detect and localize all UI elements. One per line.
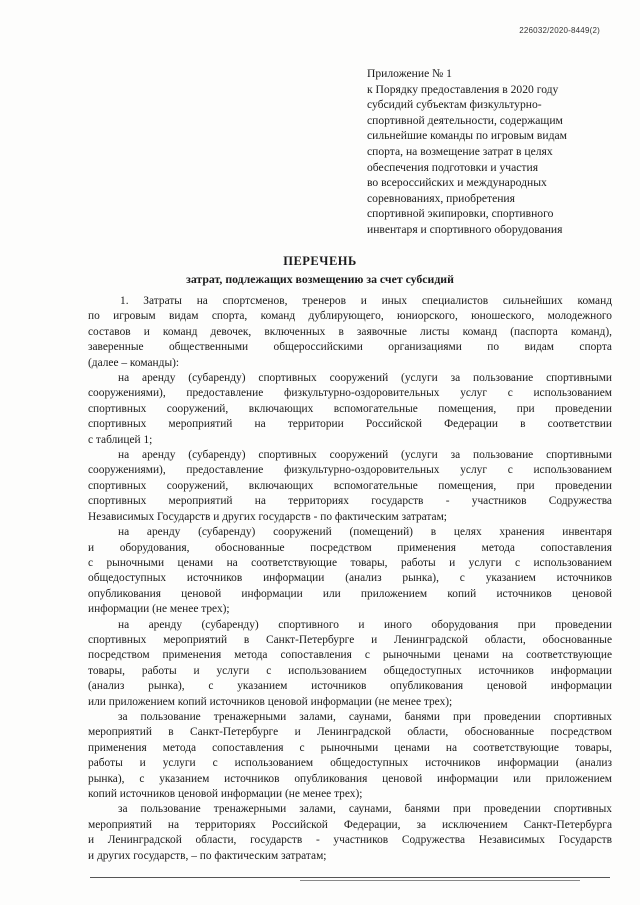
- text-line: Независимых Государств и других государств - по фактическим затратам;: [88, 510, 447, 523]
- text-line: информации (не менее трех);: [88, 603, 230, 616]
- document-subtitle: затрат, подлежащих возмещению за счет субсидий: [186, 272, 454, 286]
- text-line: спортивных мероприятий на территориях государств - участников Содружества: [88, 495, 612, 508]
- text-line: посредством применения метода сопоставления с рыночными ценами на соответствующие: [88, 649, 612, 662]
- text-line: на аренду (субаренду) спортивного и иного оборудования при проведении: [118, 618, 612, 631]
- appendix-header: [367, 66, 617, 238]
- text-line: или приложением копий источников ценовой информации (не менее трех);: [88, 695, 453, 708]
- text-line: составов и команд девочек, включенных в заявочные листы команд (паспорта команд),: [88, 325, 612, 338]
- text-line: мероприятий на территориях Российской Федерации, за исключением Санкт-Петербурга: [88, 818, 612, 831]
- document-registration-number: 226032/2020-8449(2): [519, 26, 600, 35]
- text-line: применения метода сопоставления с рыночными ценами на соответствующие товары,: [88, 741, 612, 754]
- appendix-line: инвентаря и спортивного оборудования: [367, 222, 563, 236]
- text-line: сооружениями), предоставление физкультурно-оздоровительных услуг с использованием: [88, 387, 612, 400]
- text-line: с рыночными ценами на соответствующие товары, работы и услуги с использованием: [88, 556, 612, 569]
- text-line: с таблицей 1;: [88, 433, 153, 446]
- document-title-block: [0, 253, 640, 287]
- paragraph-3: [88, 448, 612, 525]
- paragraph-2: [88, 371, 612, 448]
- text-line: спортивных сооружений, включающих вспомогательные помещения, при проведении: [88, 402, 612, 415]
- text-line: заверенные общественными общероссийскими организациями по видам спорта: [88, 341, 612, 354]
- text-line: и Ленинградской области, государств - участников Содружества Независимых Государств: [88, 834, 612, 847]
- document-title: ПЕРЕЧЕНЬ: [283, 254, 357, 268]
- text-line: и оборудования, обоснованные посредством применения метода сопоставления: [88, 541, 612, 554]
- paragraph-7: [88, 802, 612, 864]
- text-line: (анализ рынка), с указанием источников опубликования ценовой информации: [88, 680, 612, 693]
- appendix-line: субсидий субъектам физкультурно-: [367, 98, 542, 112]
- text-line: общедоступных источников информации (анализ рынка), с указанием источников: [88, 572, 612, 585]
- paragraph-4: [88, 525, 612, 617]
- text-line: спортивных сооружений, включающих вспомогательные помещения, при проведении: [88, 479, 612, 492]
- text-line: работы и услуги с использованием общедоступных источников информации (анализ: [88, 757, 612, 770]
- text-line: на аренду (субаренду) сооружений (помещений) в целях хранения инвентаря: [118, 526, 612, 539]
- appendix-line: спортивной деятельности, содержащим: [367, 113, 563, 127]
- text-line: сооружениями), предоставление физкультурно-оздоровительных услуг с использованием: [88, 464, 612, 477]
- text-line: рынка), с указанием источников опубликования ценовой информации или приложением: [88, 772, 612, 785]
- text-line: (далее – команды):: [88, 356, 180, 369]
- appendix-line: Приложение № 1: [367, 67, 452, 80]
- text-line: 1. Затраты на спортсменов, тренеров и иных специалистов сильнейших команд: [120, 295, 612, 307]
- text-line: на аренду (субаренду) спортивных сооружений (услуги за пользование спортивными: [118, 449, 612, 462]
- text-line: за пользование тренажерными залами, саунами, банями при проведении спортивных: [118, 710, 612, 723]
- text-line: спортивных мероприятий в Санкт-Петербурге и Ленинградской области, обоснованные: [88, 633, 612, 646]
- appendix-line: во всероссийских и международных: [367, 176, 547, 190]
- text-line: товары, работы и услуги с использованием общедоступных источников информации: [88, 664, 612, 677]
- text-line: мероприятий в Санкт-Петербурге и Ленинградской области, обоснованные посредством: [88, 726, 612, 739]
- paragraph-5: [88, 618, 612, 710]
- appendix-line: спортивной экипировки, спортивного: [367, 207, 554, 221]
- text-line: на аренду (субаренду) спортивных сооружений (услуги за пользование спортивными: [118, 372, 612, 385]
- appendix-line: к Порядку предоставления в 2020 году: [367, 82, 559, 96]
- text-line: и других государств, – по фактическим затратам;: [88, 849, 327, 862]
- scan-edge-line: [300, 880, 580, 881]
- appendix-line: соревнованиях, приобретения: [367, 191, 515, 205]
- appendix-line: сильнейшие команды по игровым видам: [367, 129, 567, 143]
- paragraph-1: [88, 294, 612, 371]
- text-line: копий источников ценовой информации (не менее трех);: [88, 788, 363, 800]
- text-line: спортивных мероприятий на территории Российской Федерации в соответствии: [88, 418, 612, 431]
- document-body: [88, 294, 612, 864]
- text-line: по игровым видам спорта, команд дублирующего, юниорского, юношеского, молодежного: [88, 310, 612, 323]
- scan-edge-line: [90, 877, 610, 878]
- text-line: опубликования ценовой информации или приложением копий источников ценовой: [88, 587, 612, 600]
- paragraph-6: [88, 710, 612, 802]
- text-line: за пользование тренажерными залами, саунами, банями при проведении спортивных: [118, 803, 612, 816]
- appendix-line: обеспечения подготовки и участия: [367, 160, 539, 174]
- appendix-line: спорта, на возмещение затрат в целях: [367, 144, 553, 158]
